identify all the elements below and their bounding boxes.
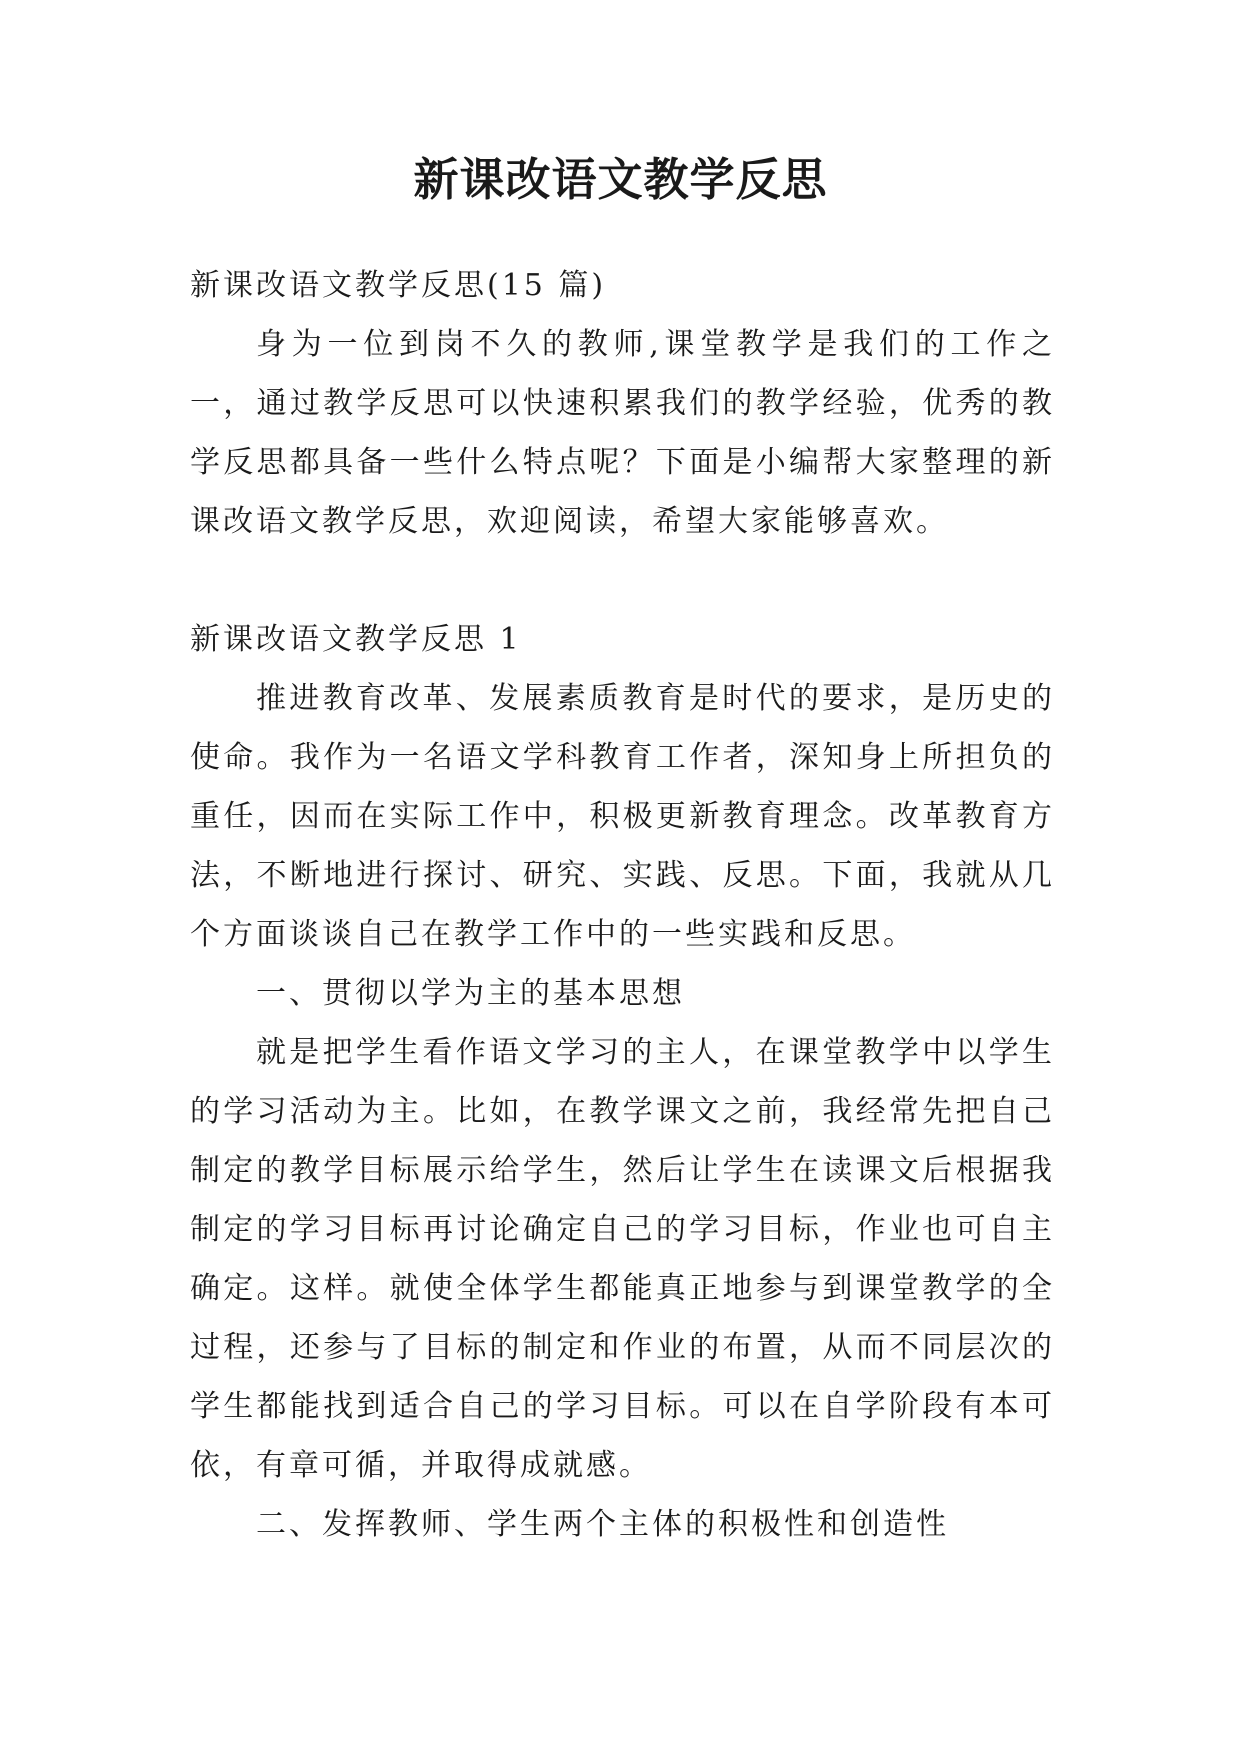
intro-paragraph: 身为一位到岗不久的教师,课堂教学是我们的工作之一，通过教学反思可以快速积累我们的教学经验，优秀的教学反思都具备一些什么特点呢？下面是小编帮大家整理的新课改语文教学反思，欢迎阅读，希望大家能够喜欢。: [190, 327, 1055, 539]
section-heading: 二、发挥教师、学生两个主体的积极性和创造性: [256, 1507, 949, 1542]
document-title: 新课改语文教学反思: [413, 153, 828, 206]
paragraph-spacer: [190, 551, 1055, 610]
document-body: [190, 256, 1055, 1554]
section-title: 新课改语文教学反思 1: [190, 622, 522, 657]
body-paragraph: 推进教育改革、发展素质教育是时代的要求，是历史的使命。我作为一名语文学科教育工作者，深知身上所担负的重任，因而在实际工作中，积极更新教育理念。改革教育方法，不断地进行探讨、研究、实践、反思。下面，我就从几个方面谈谈自己在教学工作中的一些实践和反思。: [190, 681, 1055, 952]
section-heading: 一、贯彻以学为主的基本思想: [256, 976, 685, 1011]
document-subtitle: 新课改语文教学反思(15 篇): [190, 268, 607, 303]
body-paragraph: 就是把学生看作语文学习的主人，在课堂教学中以学生的学习活动为主。比如，在教学课文之前，我经常先把自己制定的教学目标展示给学生，然后让学生在读课文后根据我制定的学习目标再讨论确定自己的学习目标，作业也可自主确定。这样。就使全体学生都能真正地参与到课堂教学的全过程，还参与了目标的制定和作业的布置，从而不同层次的学生都能找到适合自己的学习目标。可以在自学阶段有本可依，有章可循，并取得成就感。: [190, 1035, 1055, 1483]
